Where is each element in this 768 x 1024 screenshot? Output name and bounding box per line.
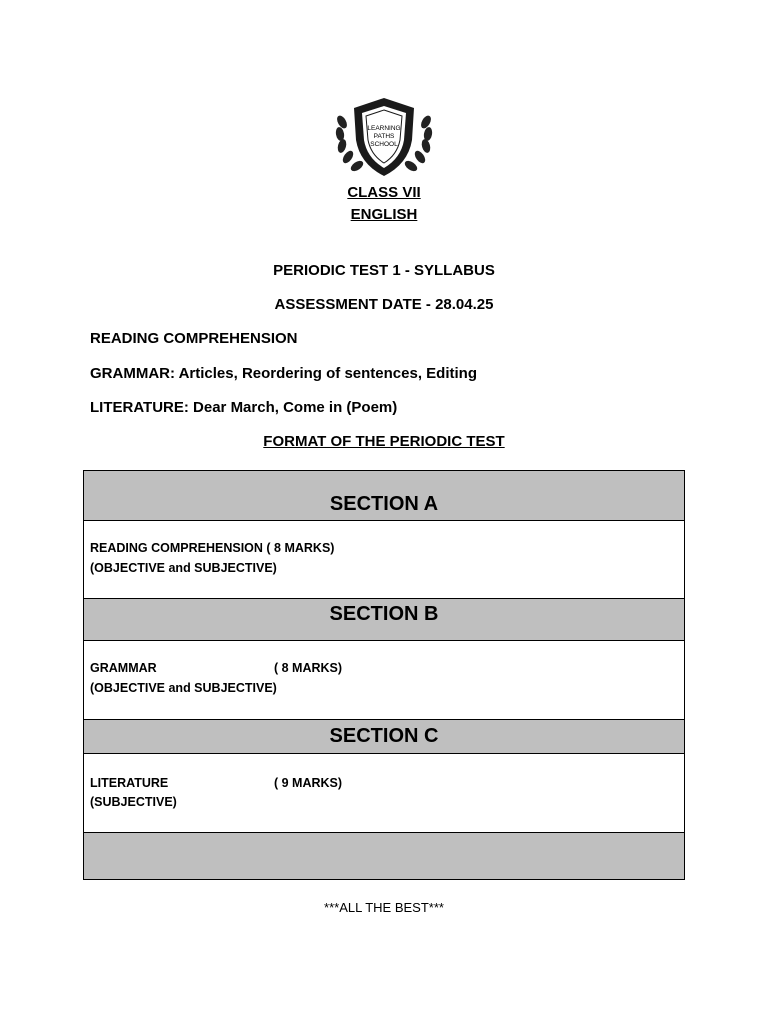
format-table: [83, 470, 685, 880]
section-b-title: SECTION B: [329, 603, 439, 625]
section-a-body: [84, 521, 684, 599]
class-heading: CLASS VII: [347, 184, 421, 201]
section-a-title: SECTION A: [329, 493, 439, 515]
format-title: FORMAT OF THE PERIODIC TEST: [263, 433, 505, 450]
table-footer-band: [84, 833, 684, 879]
syllabus-grammar: GRAMMAR: Articles, Reordering of sentences, Editing: [90, 365, 477, 382]
section-c-type: (SUBJECTIVE): [90, 795, 177, 809]
svg-text:SCHOOL: SCHOOL: [370, 141, 398, 148]
section-b-header: [84, 599, 684, 641]
section-a-topic: READING COMPREHENSION ( 8 MARKS): [90, 541, 335, 555]
section-c-title: SECTION C: [329, 725, 439, 747]
syllabus-reading: READING COMPREHENSION: [90, 330, 298, 347]
section-b-body: [84, 641, 684, 720]
section-b-marks: ( 8 MARKS): [274, 661, 343, 675]
test-title: PERIODIC TEST 1 - SYLLABUS: [273, 262, 495, 279]
svg-text:PATHS: PATHS: [373, 133, 395, 140]
school-logo: [332, 94, 436, 180]
closing-note: ***ALL THE BEST***: [324, 900, 444, 915]
section-b-topic: GRAMMAR: [90, 661, 157, 675]
section-c-body: [84, 754, 684, 833]
section-c-topic: LITERATURE: [90, 776, 169, 790]
section-c-header: [84, 720, 684, 754]
section-c-marks: ( 9 MARKS): [274, 776, 343, 790]
section-b-type: (OBJECTIVE and SUBJECTIVE): [90, 681, 277, 695]
section-a-type: (OBJECTIVE and SUBJECTIVE): [90, 561, 277, 575]
subject-heading: ENGLISH: [350, 206, 418, 223]
syllabus-literature: LITERATURE: Dear March, Come in (Poem): [90, 399, 398, 416]
svg-text:LEARNING: LEARNING: [367, 125, 401, 132]
assessment-date: ASSESSMENT DATE - 28.04.25: [274, 296, 494, 313]
section-a-header: [84, 471, 684, 521]
